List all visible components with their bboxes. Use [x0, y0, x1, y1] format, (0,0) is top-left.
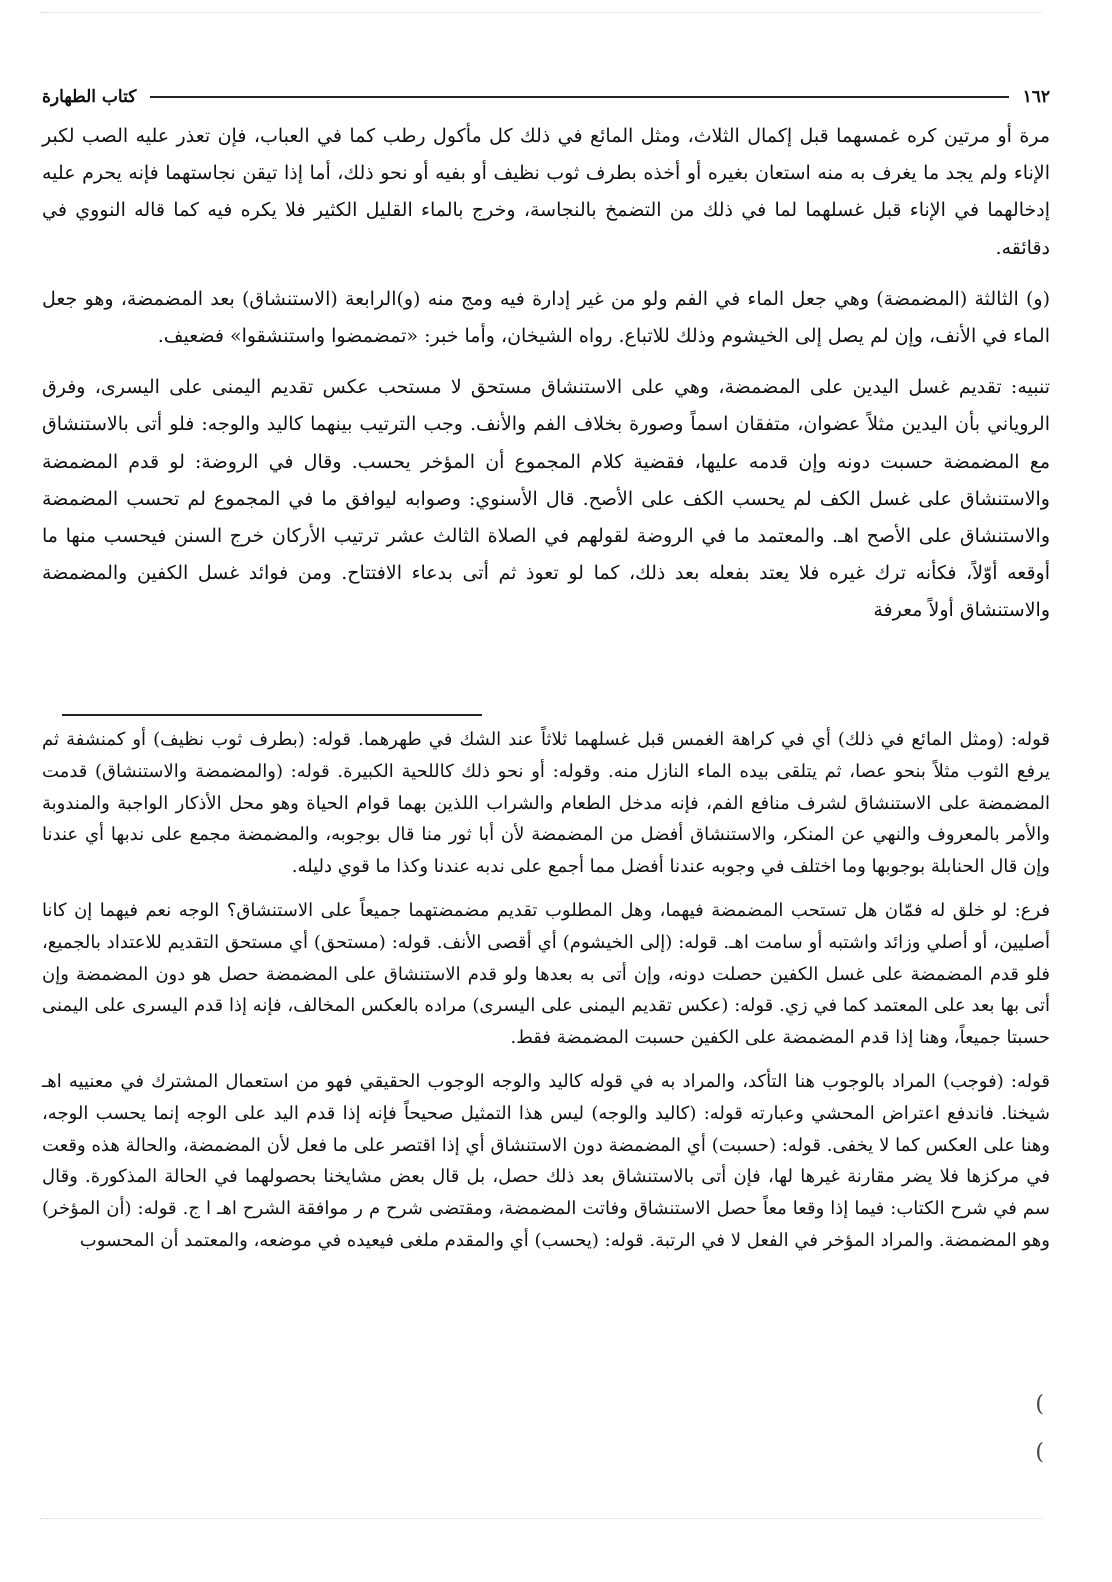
margin-bracket-mark: (: [1035, 1440, 1044, 1465]
main-paragraph: (و) الثالثة (المضمضة) وهي جعل الماء في الفم ولو من غير إدارة فيه ومج منه (و)الرابعة (الاستنشاق) بعد المضمضة، وهو جعل الماء في الأنف، وإن لم يصل إلى الخيشوم وذلك للاتباع. رواه الشيخان، وأما خبر: «تمضمضوا واستنشقوا» فضعيف.: [42, 287, 1050, 348]
footnote-paragraph: فرع: لو خلق له فمّان هل تستحب المضمضة فيهما، وهل المطلوب تقديم مضمضتهما جميعاً على الاستنشاق؟ الوجه نعم فيهما إن كانا أصليين، أو أصلي وزائد واشتبه أو سامت اهـ. قوله: (إلى الخيشوم) أي أقصى الأنف. قوله: (مستحق) أي مستحق التقديم للاعتداد بالجميع، فلو قدم المضمضة على غسل الكفين حصلت دونه، وإن أتى به بعدها ولو قدم الاستنشاق على المضمضة حصل هو دون المضمضة وإن أتى بها بعد على المعتمد كما في زي. قوله: (عكس تقديم اليمنى على اليسرى) مراده بالعكس المخالف، فإنه إذا قدم اليسرى على اليمنى حسبتا جميعاً، وهنا إذا قدم المضمضة على الكفين حسبت المضمضة فقط.: [42, 899, 1050, 1049]
running-header: [42, 80, 1050, 114]
book-title: كتاب الطهارة: [42, 87, 137, 107]
footnote-paragraph: قوله: (فوجب) المراد بالوجوب هنا التأكد، والمراد به في قوله كاليد والوجه الوجوب الحقيقي فهو من استعمال المشترك في معنييه اهـ شيخنا. فاندفع اعتراض المحشي وعبارته قوله: (كاليد والوجه) ليس هذا التمثيل صحيحاً فإنه إذا قدم اليد على الوجه إنما يحسب الوجه، وهنا على العكس كما لا يخفى. قوله: (حسبت) أي المضمضة دون الاستنشاق أي إذا اقتصر على ما فعل لأن المضمضة، والحالة هذه وقعت في مركزها فلا يضر مقارنة غيرها لها، فإن أتى بالاستنشاق بعد ذلك حصل، بل قال بعض مشايخنا بحصولهما في الحالة المذكورة. وقال سم في شرح الكتاب: فيما إذا وقعا معاً حصل الاستنشاق وفاتت المضمضة، ومقتضى شرح م ر موافقة الشرح اهـ ا ج. قوله: (أن المؤخر) وهو المضمضة. والمراد المؤخر في الفعل لا في الرتبة. قوله: (يحسب) أي والمقدم ملغى فيعيده في موضعه، والمعتمد أن المحسوب: [42, 1070, 1050, 1251]
scan-edge-bottom: [40, 1518, 1042, 1529]
main-paragraph: تنبيه: تقديم غسل اليدين على المضمضة، وهي على الاستنشاق مستحق لا مستحب عكس تقديم اليمنى على اليسرى، وفرق الروياني بأن اليدين مثلاً عضوان، متفقان اسماً وصورة بخلاف الفم والأنف. وجب الترتيب بينهما كاليد والوجه: فلو أتى بالاستنشاق مع المضمضة حسبت دونه وإن قدمه عليها، فقضية كلام المجموع أن المؤخر يحسب. وقال في الروضة: لو قدم المضمضة والاستنشاق على غسل الكف لم يحسب الكف على الأصح. قال الأسنوي: وصوابه ليوافق ما في المجموع لم تحسب المضمضة والاستنشاق على الأصح اهـ. والمعتمد ما في الروضة لقولهم في الصلاة الثالث عشر ترتيب الأركان خرج السنن فيحسب منها ما أوقعه أوّلاً، فكأنه ترك غيره فلا يعتد بفعله بعد ذلك، كما لو تعوذ ثم أتى بدعاء الافتتاح. ومن فوائد غسل الكفين والمضمضة والاستنشاق أولاً معرفة: [42, 376, 1050, 622]
main-text: [42, 118, 1050, 630]
main-paragraph: مرة أو مرتين كره غمسهما قبل إكمال الثلاث، ومثل المائع في ذلك كل مأكول رطب كما في العباب، فإن تعذر عليه الصب لكبر الإناء ولم يجد ما يغرف به منه استعان بغيره أو أخذه بطرف ثوب نظيف أو بفيه أو نحو ذلك، أما إذا تيقن نجاستهما فإنه يحرم عليه إدخالهما في الإناء قبل غسلهما لما في ذلك من التضمخ بالنجاسة، وخرج بالماء القليل الكثير فلا يكره فيه كما قاله النووي في دقائقه.: [42, 125, 1050, 259]
margin-bracket-mark: (: [1035, 1392, 1044, 1417]
page-number: ١٦٢: [1022, 87, 1050, 107]
scan-edge-top: [40, 12, 1042, 25]
footnote-paragraph: قوله: (ومثل المائع في ذلك) أي في كراهة الغمس قبل غسلهما ثلاثاً عند الشك في طهرهما. قوله: (بطرف ثوب نظيف) أو كمنشفة ثم يرفع الثوب مثلاً بنحو عصا، ثم يتلقى بيده الماء النازل منه. وقوله: أو نحو ذلك كاللحية الكبيرة. قوله: (والمضمضة والاستنشاق) قدمت المضمضة على الاستنشاق لشرف منافع الفم، فإنه مدخل الطعام والشراب اللذين بهما قوام الحياة وهو محل الأذكار الواجبة والمندوبة والأمر بالمعروف والنهي عن المنكر، والاستنشاق أفضل من المضمضة لأن أبا ثور منا قال بوجوبه، والمضمضة مجمع على ندبها أي عندنا وإن قال الحنابلة بوجوبها وما اختلف في وجوبه عندنا أفضل مما أجمع على ندبه عندنا وكذا ما قوي دليله.: [42, 729, 1050, 878]
footnotes-separator: [62, 714, 482, 716]
footnotes: [42, 724, 1050, 1269]
header-rule: [150, 96, 1008, 98]
